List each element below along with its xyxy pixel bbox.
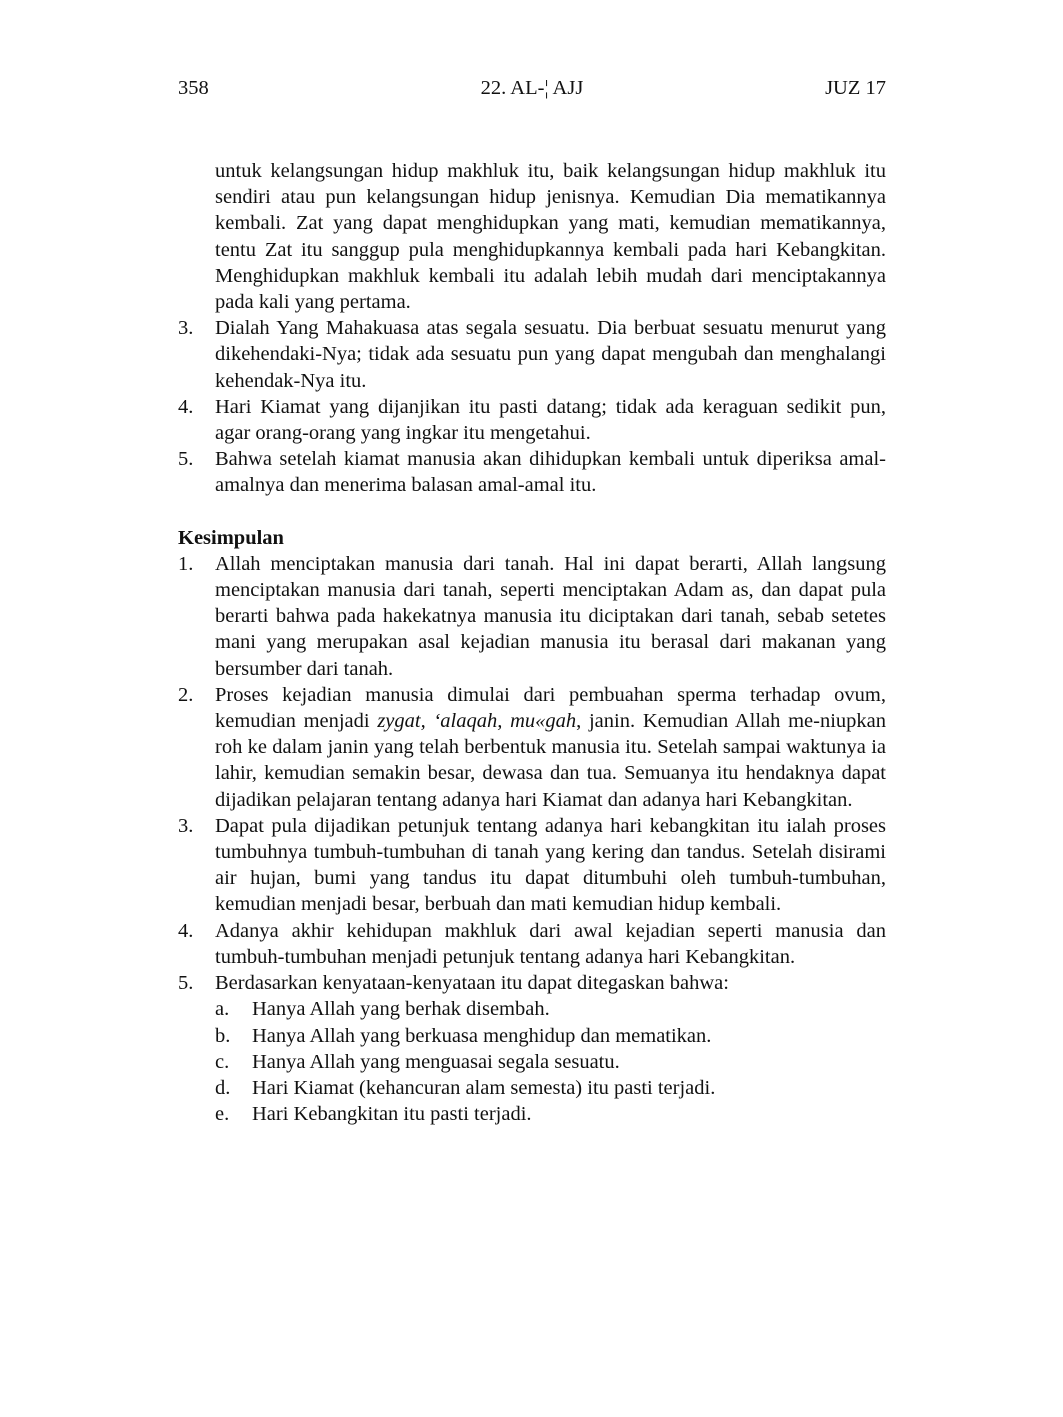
list-number: 2.	[178, 683, 194, 706]
sub-list-letter: d.	[215, 1076, 231, 1099]
list-item	[178, 682, 886, 813]
list-text: Dapat pula dijadikan petunjuk tentang adanya hari kebangkitan itu ialah proses tumbuhnya tumbuh-tumbuhan di tanah yang kering dan tandus. Setelah disirami air hujan, bumi yang tandus itu dapat ditumbuhi oleh tumbuh-tumbuhan, kemudian menjadi besar, berbuah dan mati kemudian hidup kembali.	[215, 814, 886, 916]
section-heading: Kesimpulan	[178, 526, 284, 549]
list-text-part: Proses kejadian manusia dimulai dari pembuahan sperma terhadap ovum, kemudian menjadi	[215, 683, 886, 733]
sub-list-letter: c.	[215, 1050, 230, 1073]
sub-list-letter: a.	[215, 998, 230, 1021]
list-item	[178, 394, 886, 446]
juz-label: JUZ 17	[825, 77, 886, 99]
sub-list-text: Hanya Allah yang berkuasa menghidup dan mematikan.	[252, 1024, 712, 1047]
list-number: 5.	[178, 448, 194, 471]
list-text-part: , janin. Kemudian Allah me-niupkan roh ke dalam janin yang telah berbentuk manusia itu. Setelah sampai waktunya ia lahir, kemudian semakin besar, dewasa dan tua. Semuanya itu hendaknya dapat dijadikan pelajaran tentang adanya hari Kiamat dan adanya hari Kebangkitan.	[215, 710, 887, 811]
list-text	[215, 684, 886, 811]
page-body	[178, 158, 886, 1127]
sub-list-item	[215, 1101, 886, 1127]
list-number: 3.	[178, 814, 194, 837]
sub-list-item	[215, 1075, 886, 1101]
list-item	[178, 813, 886, 918]
list-text: Berdasarkan kenyataan-kenyataan itu dapat ditegaskan bahwa:	[215, 972, 729, 995]
sub-list-letter: b.	[215, 1024, 231, 1047]
list-text: Hari Kiamat yang dijanjikan itu pasti datang; tidak ada keraguan sedikit pun, agar orang-orang yang ingkar itu mengetahui.	[215, 395, 886, 445]
first-list	[178, 315, 886, 498]
conclusion-list	[178, 551, 886, 1127]
list-text: Allah menciptakan manusia dari tanah. Hal ini dapat berarti, Allah langsung menciptakan manusia dari tanah, seperti menciptakan Adam as, dan dapat pula berarti bahwa pada hakekatnya manusia itu diciptakan dari tanah, sebab setetes mani yang merupakan asal kejadian manusia itu berasal dari makanan yang bersumber dari tanah.	[215, 552, 886, 680]
list-text: Dialah Yang Mahakuasa atas segala sesuatu. Dia berbuat sesuatu menurut yang dikehendaki-Nya; tidak ada sesuatu pun yang dapat mengubah dan menghalangi kehendak-Nya itu.	[215, 317, 886, 392]
list-number: 4.	[178, 395, 194, 418]
list-item	[178, 446, 886, 498]
sub-list-text: Hari Kebangkitan itu pasti terjadi.	[252, 1103, 532, 1126]
continuation-paragraph: untuk kelangsungan hidup makhluk itu, baik kelangsungan hidup makhluk itu sendiri atau pun kelangsungan hidup jenisnya. Kemudian Dia mematikannya kembali. Zat yang dapat menghidupkan yang mati, kemudian mematikannya, tentu Zat itu sanggup pula menghidupkannya kembali pada hari Kebangkitan. Menghidupkan makhluk kembali itu adalah lebih mudah dari menciptakannya pada kali yang pertama.	[215, 160, 886, 314]
list-number: 1.	[178, 552, 194, 575]
sub-list-letter: e.	[215, 1103, 230, 1126]
sub-list-item	[215, 1023, 886, 1049]
chapter-title: 22. AL-¦ AJJ	[480, 77, 584, 99]
sub-list-text: Hanya Allah yang menguasai segala sesuatu.	[252, 1050, 620, 1073]
list-item	[178, 918, 886, 970]
list-number: 4.	[178, 919, 194, 942]
list-item	[178, 970, 886, 1127]
list-number: 5.	[178, 972, 194, 995]
sub-list-text: Hari Kiamat (kehancuran alam semesta) itu pasti terjadi.	[252, 1076, 716, 1099]
list-number: 3.	[178, 317, 194, 340]
page-header	[178, 74, 886, 102]
list-item	[178, 315, 886, 394]
sub-list-item	[215, 1049, 886, 1075]
sub-list	[215, 996, 886, 1127]
sub-list-text: Hanya Allah yang berhak disembah.	[252, 998, 550, 1021]
list-text: Bahwa setelah kiamat manusia akan dihidupkan kembali untuk diperiksa amal-amalnya dan menerima balasan amal-amal itu.	[215, 448, 886, 497]
italic-terms: zygat, ‘alaqah, mu«gah	[377, 710, 577, 733]
page-number: 358	[178, 77, 209, 99]
list-item	[178, 551, 886, 682]
list-text: Adanya akhir kehidupan makhluk dari awal kejadian seperti manusia dan tumbuh-tumbuhan menjadi petunjuk tentang adanya hari Kebangkitan.	[215, 919, 886, 968]
sub-list-item	[215, 996, 886, 1022]
